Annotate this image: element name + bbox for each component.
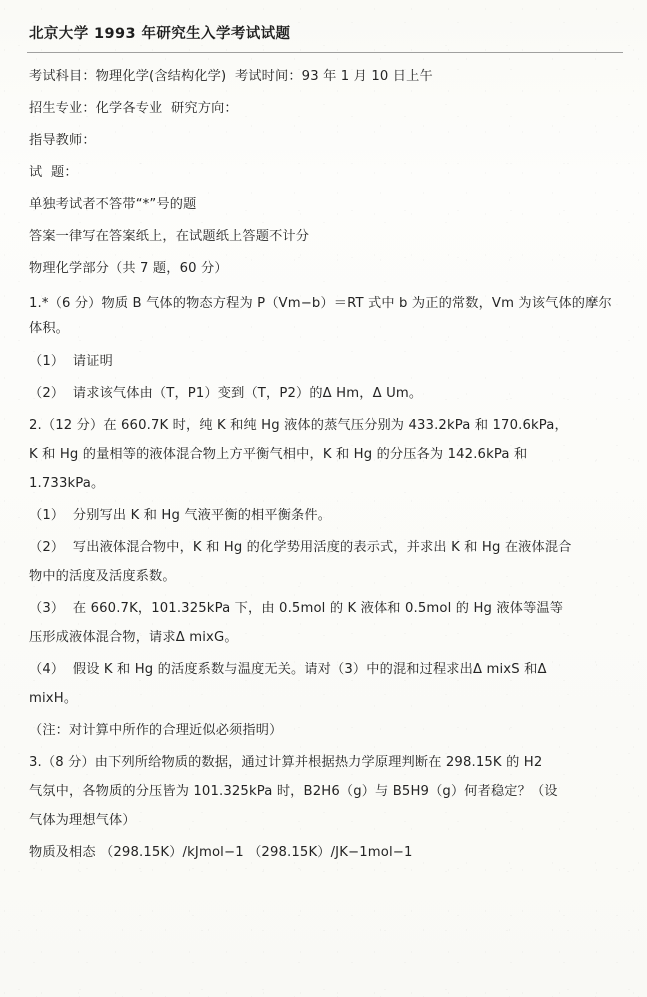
note-single-exam: 单独考试者不答带“*”号的题 <box>29 197 197 212</box>
data-table-header: 物质及相态 （298.15K）/kJmol−1 （298.15K）/JK−1mol−1 <box>29 845 413 860</box>
question-1-part-1: （1） 请证明 <box>29 354 113 369</box>
question-2-part-3-line-2: 压形成液体混合物，请求Δ mixG。 <box>29 630 238 645</box>
question-3-stem-line-2: 气氛中，各物质的分压皆为 101.325kPa 时，B2H6（g）与 B5H9（g）何者稳定？（设 <box>29 784 558 799</box>
note-answer-sheet: 答案一律写在答案纸上，在试题纸上答题不计分 <box>29 229 310 244</box>
question-2-part-4-line-1: （4） 假设 K 和 Hg 的活度系数与温度无关。请对（3）中的混和过程求出Δ mixS 和Δ <box>29 662 547 677</box>
section-heading: 物理化学部分（共 7 题，60 分） <box>29 261 228 276</box>
question-1-part-2: （2） 请求该气体由（T，P1）变到（T，P2）的Δ Hm，Δ Um。 <box>29 386 423 401</box>
question-2-note: （注：对计算中所作的合理近似必须指明） <box>29 723 283 738</box>
question-2-part-1: （1） 分别写出 K 和 Hg 气液平衡的相平衡条件。 <box>29 508 332 523</box>
advisor-line: 指导教师： <box>29 133 96 148</box>
question-3-stem-line-1: 3.（8 分）由下列所给物质的数据，通过计算并根据热力学原理判断在 298.15K 的 H2 <box>29 755 543 770</box>
question-3-stem-line-3: 气体为理想气体） <box>29 813 136 828</box>
page-title: 北京大学 1993 年研究生入学考试试题 <box>29 26 291 42</box>
questions-label: 试 题： <box>29 165 78 180</box>
title-divider <box>27 52 623 53</box>
document-body <box>29 67 621 862</box>
major-line: 招生专业：化学各专业 研究方向： <box>29 101 238 116</box>
question-1-stem: 1.*（6 分）物质 B 气体的物态方程为 P（Vm−b）＝RT 式中 b 为正的常数，Vm 为该气体的摩尔体积。 <box>29 296 612 336</box>
question-2-part-4-line-2: mixH。 <box>29 691 78 706</box>
question-2-stem-line-1: 2.（12 分）在 660.7K 时，纯 K 和纯 Hg 液体的蒸气压分别为 433.2kPa 和 170.6kPa， <box>29 418 568 433</box>
question-2-part-2-line-2: 物中的活度及活度系数。 <box>29 569 176 584</box>
question-2-part-3-line-1: （3） 在 660.7K，101.325kPa 下，由 0.5mol 的 K 液体和 0.5mol 的 Hg 液体等温等 <box>29 601 564 616</box>
question-2-part-2-line-1: （2） 写出液体混合物中，K 和 Hg 的化学势用活度的表示式，并求出 K 和 Hg 在液体混合 <box>29 540 572 555</box>
subject-line: 考试科目：物理化学(含结构化学) 考试时间：93 年 1 月 10 日上午 <box>29 69 433 84</box>
question-2-stem-line-2: K 和 Hg 的量相等的液体混合物上方平衡气相中，K 和 Hg 的分压各为 142.6kPa 和 <box>29 447 528 462</box>
question-2-stem-line-3: 1.733kPa。 <box>29 476 105 491</box>
